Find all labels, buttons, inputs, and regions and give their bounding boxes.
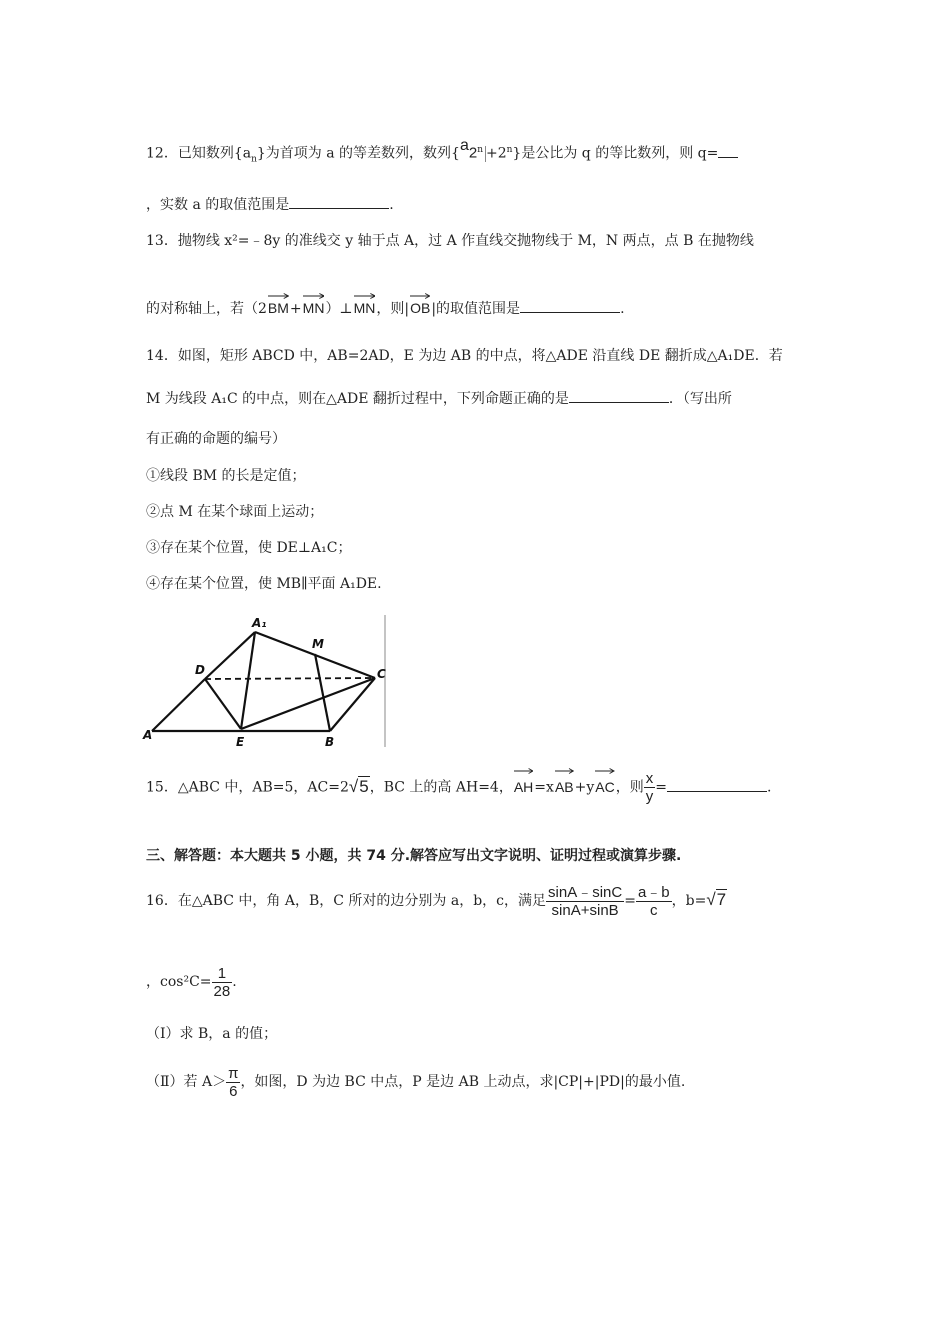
frac-sin-den: sinA+sinB <box>551 901 619 919</box>
vector-ab-label: AB <box>554 778 574 795</box>
vector-ac-label: AC <box>595 778 615 795</box>
q12-text-a: 12．已知数列{a <box>146 145 252 162</box>
q14-item-4-text: ④存在某个位置，使 MB∥平面 A₁DE. <box>146 576 382 592</box>
label-e: E <box>236 735 245 749</box>
sqrt-7-radicand: 7 <box>716 890 727 909</box>
q14-line2 <box>146 388 732 409</box>
q14-item-3-text: ③存在某个位置，使 DE⊥A₁C； <box>146 540 352 556</box>
fraction-1-28 <box>212 965 233 1000</box>
q14-item-2 <box>146 502 323 522</box>
q14-line2-tail: ．（写出所 <box>668 391 732 407</box>
q12-line2-end: . <box>389 197 394 213</box>
q16-line1 <box>146 880 727 921</box>
q16-line2-end: . <box>232 974 237 990</box>
q12-line1 <box>146 136 738 169</box>
edge-a1e <box>241 632 255 729</box>
q15-eq2: = <box>655 779 667 796</box>
frac-ab-den: c <box>650 901 658 919</box>
q14-item-1 <box>146 466 306 486</box>
section-3-heading <box>146 846 681 866</box>
q16-line2 <box>146 962 237 1002</box>
q14-item-1-text: ①线段 BM 的长是定值； <box>146 468 306 484</box>
q16-line2-text: ，cos²C= <box>146 974 212 990</box>
q16-text-a: 16．在△ABC 中，角 A，B，C 所对的边分别为 a，b，c，满足 <box>146 893 547 909</box>
vector-ob <box>410 298 430 318</box>
q14-line2-text: M 为线段 A₁C 的中点，则在△ADE 翻折过程中，下列命题正确的是 <box>146 391 569 407</box>
label-m: M <box>312 637 324 651</box>
vector-bm <box>268 298 289 318</box>
q12-text-c: +2 <box>485 145 507 162</box>
q15-blank <box>667 777 767 792</box>
q16-eq: = <box>624 893 636 909</box>
q13-plus: + <box>289 301 302 317</box>
q12-frac-a: a <box>459 136 469 154</box>
q15-line <box>146 770 771 805</box>
q16-part1-text: （Ⅰ）求 B，a 的值； <box>146 1026 278 1042</box>
vector-mn <box>303 298 325 318</box>
q13-tail: |的取值范围是 <box>431 301 521 317</box>
q15-text-a: 15．△ABC 中，AB=5，AC=2 <box>146 779 349 796</box>
fraction-sin <box>546 884 624 919</box>
q14-item-2-text: ②点 M 在某个球面上运动； <box>146 504 324 520</box>
sqrt-5: √5 <box>348 776 369 796</box>
vector-ah <box>514 773 533 801</box>
vector-ac <box>595 773 614 801</box>
frac-1: 1 <box>212 965 233 983</box>
q14-line1 <box>146 346 783 366</box>
frac-ab-num: a﹣b <box>637 883 670 901</box>
q14-line1-text: 14．如图，矩形 ABCD 中，AB=2AD，E 为边 AB 的中点，将△ADE 沿直线 DE 翻折成△A₁DE．若 <box>146 348 783 364</box>
frac-sin-num: sinA﹣sinC <box>548 883 623 901</box>
q12-frac-n: n <box>477 145 483 155</box>
sqrt-7: √7 <box>706 890 727 909</box>
q13-line1 <box>146 231 754 251</box>
q12-line2 <box>146 194 394 215</box>
q16-part1 <box>146 1024 277 1044</box>
vector-mn-2-label: MN <box>353 300 376 316</box>
q12-text-b: }为首项为 a 的等差数列，数列{ <box>256 145 460 162</box>
q14-line3 <box>146 429 286 449</box>
frac-28: 28 <box>213 982 231 1000</box>
frac-y: y <box>645 788 654 805</box>
vector-ab <box>555 773 574 801</box>
label-d: D <box>195 663 205 677</box>
q12-blank-q <box>718 143 738 158</box>
fraction-x-over-y <box>644 770 656 805</box>
q12-blank-range <box>289 194 389 209</box>
edge-da1 <box>205 632 255 679</box>
q12-text-d: }是公比为 q 的等比数列，则 q= <box>512 145 719 162</box>
frac-x: x <box>645 770 654 787</box>
edge-mb <box>315 654 330 731</box>
q12-sub: n <box>251 154 257 165</box>
q13-perp: ）⊥ <box>325 301 353 317</box>
edge-ad <box>152 679 205 731</box>
q14-blank <box>569 388 669 403</box>
vector-bm-label: BM <box>267 300 289 316</box>
q14-line3-text: 有正确的命题的编号） <box>146 431 286 447</box>
q15-eq: =x <box>534 779 554 796</box>
fraction-pi-6 <box>226 1065 240 1100</box>
q15-plus-y: +y <box>574 779 595 796</box>
q13-end: . <box>620 301 625 317</box>
sqrt-5-radicand: 5 <box>359 776 369 796</box>
q15-text-b: ，BC 上的高 AH=4， <box>369 779 513 796</box>
fraction-ab-c <box>636 884 672 919</box>
q13-line2 <box>146 298 625 319</box>
q14-item-3 <box>146 538 352 558</box>
q15-end: . <box>766 779 772 796</box>
q14-item-4 <box>146 574 382 594</box>
q13-blank <box>520 298 620 313</box>
q15-then: ，则 <box>615 779 644 796</box>
q12-sup: n <box>506 145 513 155</box>
edge-dc-dashed <box>205 678 375 679</box>
edge-ec <box>241 678 375 729</box>
q16-text-b: ，b= <box>671 893 707 909</box>
q13-text-a: 的对称轴上，若（2 <box>146 301 267 317</box>
q12-line2-text: ，实数 a 的取值范围是 <box>146 197 290 213</box>
q16-part2 <box>146 1062 685 1102</box>
edge-de <box>205 679 241 729</box>
q16-part2-text-a: （Ⅱ）若 A＞ <box>146 1074 227 1090</box>
q13-then: ，则| <box>376 301 410 317</box>
q13-line1-text: 13．抛物线 x²=﹣8y 的准线交 y 轴于点 A，过 A 作直线交抛物线于 M，N 两点，点 B 在抛物线 <box>146 233 754 249</box>
label-a1: A₁ <box>252 616 267 630</box>
section-3-text: 三、解答题：本大题共 5 小题，共 74 分.解答应写出文字说明、证明过程或演算步骤. <box>146 848 682 864</box>
label-c: C <box>377 667 386 681</box>
label-a: A <box>143 728 153 742</box>
frac-pi: π <box>228 1064 239 1082</box>
vector-ob-label: OB <box>410 300 431 316</box>
vector-mn-label: MN <box>302 300 325 316</box>
label-b: B <box>325 735 335 749</box>
geometry-figure <box>140 612 400 752</box>
q16-part2-text-b: ，如图，D 为边 BC 中点，P 是边 AB 上动点，求|CP|+|PD|的最小值. <box>240 1074 686 1090</box>
q12-frac-2: 2 <box>468 144 478 162</box>
vector-ah-label: AH <box>513 778 534 795</box>
vector-mn-2 <box>354 298 376 318</box>
frac-6: 6 <box>229 1082 238 1100</box>
